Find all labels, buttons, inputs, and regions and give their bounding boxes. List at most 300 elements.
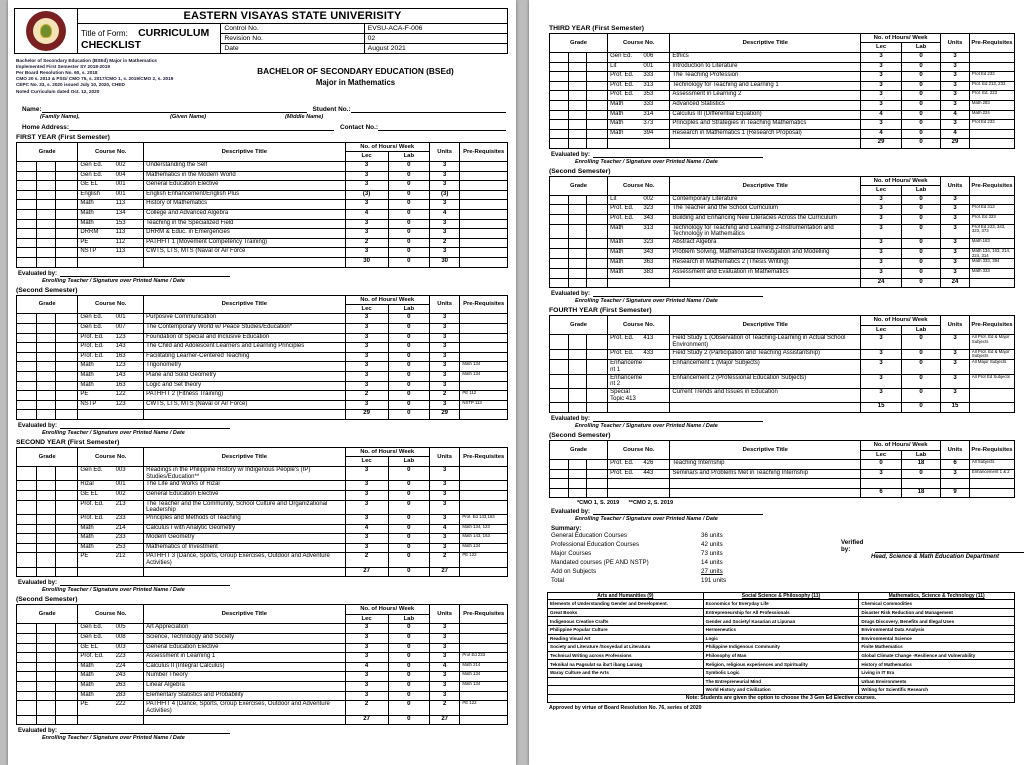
signature-hint: Enrolling Teacher / Signature over Printed Name / Date — [575, 298, 718, 305]
grade-cell — [36, 515, 56, 525]
lab-hours: 0 — [902, 129, 941, 139]
lab-hours: 0 — [902, 81, 941, 91]
lab-hours: 0 — [388, 400, 429, 410]
course-subject: Prof. Ed. — [610, 349, 634, 356]
prerequisites-header: Pre-Requisites — [969, 316, 1014, 335]
note-line: Bachelor of Secondary Education (BSEd) Major in Mathematics — [16, 58, 157, 63]
course-row — [550, 62, 1015, 72]
total-units: 29 — [941, 139, 970, 149]
course-code — [78, 372, 144, 382]
lab-hours: 0 — [902, 259, 941, 269]
course-code — [608, 349, 670, 360]
grade-cell — [17, 400, 37, 410]
lab-hours: 0 — [388, 324, 429, 334]
lab-header: Lab — [388, 457, 429, 466]
course-row — [550, 91, 1015, 101]
grade-cell — [587, 129, 608, 139]
lec-hours: 4 — [861, 129, 902, 139]
course-subject: Prof. Ed. — [610, 81, 634, 88]
course-title: Technology for Teaching and Learning 2-Instrumentation and Technology in Mathematics — [670, 224, 861, 238]
course-row — [17, 372, 508, 382]
total-units: 29 — [429, 410, 459, 420]
family-name-hint: (Family Name), — [40, 114, 80, 120]
course-table — [16, 447, 508, 577]
contact-no-field — [378, 123, 506, 131]
course-code — [78, 200, 144, 210]
evaluated-by-block — [551, 415, 1015, 429]
electives-row — [548, 626, 1015, 635]
grade-cell — [568, 205, 587, 215]
grade-cell — [550, 479, 569, 489]
course-row — [550, 460, 1015, 470]
grade-cell — [17, 190, 37, 200]
electives-row — [548, 677, 1015, 686]
grade-cell — [587, 239, 608, 249]
course-code — [78, 634, 144, 644]
grade-cell — [17, 672, 37, 682]
grade-cell — [568, 335, 587, 349]
course-row — [17, 190, 508, 200]
course-title: CWTS, LTS, MTS (Naval or Air Force — [144, 248, 345, 258]
course-subject: Gen Ed. — [80, 171, 103, 178]
grade-cell — [36, 352, 56, 362]
course-number: 001 — [115, 314, 126, 321]
grade-cell — [56, 229, 78, 239]
course-number: 213 — [115, 500, 126, 507]
signature-line — [60, 727, 230, 734]
grade-cell — [36, 219, 56, 229]
evaluated-by-block — [18, 270, 508, 284]
course-number: 243 — [115, 672, 126, 679]
signature-line — [593, 151, 763, 158]
grade-cell — [550, 72, 569, 82]
lec-hours: 3 — [345, 643, 388, 653]
note-line: Implemented First Semester SY 2018-2019 — [16, 64, 110, 70]
lab-hours: 0 — [388, 190, 429, 200]
units-header: Units — [941, 441, 970, 460]
signature-line — [593, 508, 763, 515]
lab-hours: 0 — [388, 662, 429, 672]
units-value: 3 — [429, 381, 459, 391]
course-title: Mathematics in the Modern World — [144, 171, 345, 181]
prerequisites: Math 224 — [969, 110, 1014, 120]
course-code — [78, 681, 144, 691]
units-value: 3 — [941, 239, 970, 249]
course-title — [670, 403, 861, 413]
lab-header: Lab — [388, 152, 429, 161]
summary-row-label: Mandated courses (PE AND NSTP) — [551, 559, 649, 567]
electives-cell: The Entrepreneurial Mind — [703, 677, 859, 686]
course-title: General Education Elective — [144, 491, 345, 501]
course-row — [17, 515, 508, 525]
grade-cell — [36, 524, 56, 534]
grade-cell — [36, 343, 56, 353]
electives-cell: Urban Environments — [859, 677, 1015, 686]
lab-hours: 0 — [388, 209, 429, 219]
grade-cell — [587, 120, 608, 130]
course-number: 333 — [643, 100, 654, 107]
grade-cell — [36, 257, 56, 267]
course-title: Contemporary Literature — [670, 195, 861, 205]
units-value: 3 — [941, 268, 970, 278]
evaluated-by-block — [18, 579, 508, 593]
units-value: 3 — [429, 161, 459, 171]
grade-cell — [56, 481, 78, 491]
course-no-header: Course No. — [78, 448, 144, 467]
prerequisites: Math 333, 394 — [969, 259, 1014, 269]
units-value: 3 — [429, 643, 459, 653]
units-value: 4 — [941, 110, 970, 120]
units-value: 3 — [941, 248, 970, 259]
grade-cell — [56, 643, 78, 653]
course-title: General Education Elective — [144, 643, 345, 653]
course-code — [608, 479, 670, 489]
grade-cell — [56, 333, 78, 343]
units-value: 3 — [429, 672, 459, 682]
grade-cell — [568, 389, 587, 403]
course-row — [550, 100, 1015, 110]
course-title — [144, 410, 345, 420]
total-lab: 18 — [902, 488, 941, 498]
prerequisites — [460, 161, 508, 171]
grade-cell — [56, 314, 78, 324]
grade-cell — [56, 410, 78, 420]
course-table — [549, 176, 1015, 288]
course-title: Calculus I with Analytic Geometry — [144, 524, 345, 534]
units-value: 3 — [429, 466, 459, 480]
middle-name-hint: (Middle Name) — [285, 114, 324, 120]
grade-cell — [17, 324, 37, 334]
grade-cell — [550, 139, 569, 149]
course-code — [78, 314, 144, 324]
course-number: 123 — [115, 333, 126, 340]
lec-hours: 3 — [345, 500, 388, 514]
course-number: 343 — [643, 248, 654, 255]
course-row — [17, 238, 508, 248]
course-title: PATHFIT 4 (Dance, Sports, Group Exercises, Outdoor and Adventure Activities) — [144, 701, 345, 715]
units-value: 4 — [429, 209, 459, 219]
lec-hours: 3 — [345, 219, 388, 229]
electives-cell: Environmental Science — [859, 634, 1015, 643]
units-value: 3 — [429, 500, 459, 514]
course-code — [78, 238, 144, 248]
units-value: 2 — [429, 391, 459, 401]
lab-hours: 0 — [388, 161, 429, 171]
lec-header: Lec — [861, 186, 902, 195]
lab-hours: 0 — [902, 215, 941, 225]
lab-hours: 0 — [902, 389, 941, 403]
grade-cell — [36, 190, 56, 200]
evaluated-by-label: Evaluated by: — [551, 416, 591, 423]
course-number: 001 — [115, 181, 126, 188]
lab-hours: 18 — [902, 460, 941, 470]
prerequisites — [969, 278, 1014, 288]
hours-per-week-header: No. of Hours/ Week — [345, 448, 429, 457]
course-subject: Math — [80, 200, 94, 207]
prerequisites: All Major Subjects — [969, 360, 1014, 374]
prerequisites: Math 214 — [460, 662, 508, 672]
units-value: (3) — [429, 190, 459, 200]
signature-line — [60, 270, 230, 277]
course-code — [78, 209, 144, 219]
grade-cell — [568, 268, 587, 278]
electives-cell: Philippine Popular Culture — [548, 626, 704, 635]
course-title: Principles and Methods of Teaching — [144, 515, 345, 525]
units-header: Units — [941, 316, 970, 335]
lab-hours: 0 — [388, 634, 429, 644]
signature-line — [60, 579, 230, 586]
totals-row — [17, 410, 508, 420]
course-subject: NSTP — [80, 248, 97, 255]
grade-cell — [17, 362, 37, 372]
prerequisites: Prof Ed 223, 343, 323, 373 — [969, 224, 1014, 238]
summary-title: Summary: — [551, 525, 582, 533]
course-row — [17, 691, 508, 701]
units-value: 3 — [429, 372, 459, 382]
prerequisites: NSTP 113 — [460, 400, 508, 410]
grade-cell — [587, 91, 608, 101]
units-value: 3 — [429, 200, 459, 210]
section-label-third-year-2: (Second Semester) — [549, 167, 611, 175]
lab-hours: 0 — [902, 52, 941, 62]
lec-hours: 3 — [345, 534, 388, 544]
course-code — [608, 72, 670, 82]
course-code — [608, 120, 670, 130]
grade-cell — [550, 62, 569, 72]
course-code — [608, 239, 670, 249]
course-code — [78, 653, 144, 663]
totals-row — [550, 403, 1015, 413]
section-label-first-year-2: (Second Semester) — [16, 286, 78, 294]
grade-cell — [550, 259, 569, 269]
electives-cell: Logic — [703, 634, 859, 643]
grade-cell — [36, 238, 56, 248]
electives-cell: Drugs Discovery, Benefits and Illegal Uses — [859, 617, 1015, 626]
lab-hours: 0 — [388, 333, 429, 343]
grade-cell — [568, 139, 587, 149]
electives-cell: Finite Mathematics — [859, 643, 1015, 652]
lec-hours: 3 — [345, 634, 388, 644]
units-value: 3 — [429, 491, 459, 501]
lab-hours: 0 — [388, 643, 429, 653]
descriptive-title-header: Descriptive Title — [670, 34, 861, 53]
course-subject: English — [80, 190, 101, 197]
prerequisites — [460, 229, 508, 239]
prerequisites — [969, 52, 1014, 62]
grade-cell — [56, 715, 78, 725]
grade-cell — [17, 391, 37, 401]
prerequisites: Math 134 — [460, 543, 508, 553]
grade-cell — [56, 161, 78, 171]
course-no-header: Course No. — [608, 176, 670, 195]
course-subject: Math — [610, 129, 624, 136]
grade-cell — [36, 372, 56, 382]
hours-per-week-header: No. of Hours/ Week — [861, 176, 941, 185]
electives-column-header: Arts and Humanities (9) — [548, 593, 704, 600]
grade-cell — [568, 248, 587, 259]
course-row — [17, 229, 508, 239]
grade-cell — [550, 403, 569, 413]
electives-cell: Living in IT Era — [859, 669, 1015, 678]
evaluated-by-block — [551, 508, 1015, 522]
course-code — [78, 491, 144, 501]
lab-header: Lab — [902, 325, 941, 334]
lec-hours: 3 — [861, 360, 902, 374]
course-number: 363 — [643, 259, 654, 266]
summary-row-value: 27 units — [701, 568, 723, 576]
units-value: 3 — [429, 219, 459, 229]
course-subject: Math — [80, 534, 94, 541]
grade-cell — [56, 524, 78, 534]
evaluated-by-label: Evaluated by: — [18, 580, 58, 587]
grade-cell — [587, 81, 608, 91]
lec-header: Lec — [861, 325, 902, 334]
course-subject: Lit — [610, 62, 617, 69]
course-number: 313 — [643, 81, 654, 88]
course-title: Problem Solving, Mathematical Investigation and Modelling — [670, 248, 861, 259]
lec-hours: 2 — [345, 238, 388, 248]
lab-hours: 0 — [388, 681, 429, 691]
course-number: 122 — [115, 391, 126, 398]
grade-cell — [17, 161, 37, 171]
electives-cell: Entrepreneurship for All Professionals — [703, 608, 859, 617]
grade-cell — [550, 120, 569, 130]
units-value: 3 — [941, 360, 970, 374]
course-title: Mathematics of Investment — [144, 543, 345, 553]
course-subject: Prof. Ed. — [80, 333, 104, 340]
grade-cell — [587, 360, 608, 374]
prerequisites — [969, 139, 1014, 149]
descriptive-title-header: Descriptive Title — [670, 316, 861, 335]
grade-cell — [550, 469, 569, 479]
course-code — [608, 488, 670, 498]
lab-hours: 0 — [388, 543, 429, 553]
grade-cell — [568, 52, 587, 62]
course-no-header: Course No. — [78, 605, 144, 624]
lab-hours: 0 — [388, 171, 429, 181]
grade-cell — [17, 248, 37, 258]
grade-cell — [550, 268, 569, 278]
course-subject: Gen Ed. — [80, 314, 103, 321]
course-subject: Prof. Ed. — [610, 72, 634, 79]
name-label: Name: — [22, 106, 42, 113]
course-title: Enhancement 2 (Professional Education Subjects) — [670, 374, 861, 388]
summary-row-value: 191 units — [701, 577, 727, 585]
grade-cell — [17, 381, 37, 391]
grade-cell — [56, 248, 78, 258]
grade-cell — [17, 257, 37, 267]
lec-hours: 3 — [345, 515, 388, 525]
date-value: August 2021 — [364, 44, 507, 54]
grade-cell — [56, 219, 78, 229]
grade-cell — [550, 335, 569, 349]
electives-cell: World History and Civilization — [703, 686, 859, 695]
home-address-field — [69, 123, 334, 131]
lab-hours: 0 — [388, 524, 429, 534]
grade-cell — [56, 681, 78, 691]
course-row — [17, 634, 508, 644]
course-row — [17, 481, 508, 491]
course-number: 314 — [643, 110, 654, 117]
hours-per-week-header: No. of Hours/ Week — [861, 441, 941, 450]
grade-cell — [36, 643, 56, 653]
total-units: 9 — [941, 488, 970, 498]
grade-cell — [587, 195, 608, 205]
prerequisites-header: Pre-Requisites — [969, 176, 1014, 195]
course-title — [144, 715, 345, 725]
grade-cell — [587, 335, 608, 349]
grade-cell — [17, 567, 37, 577]
prerequisites: Prof. Ed 323 — [969, 215, 1014, 225]
units-value: 3 — [429, 248, 459, 258]
lec-hours: 3 — [345, 372, 388, 382]
lab-hours: 0 — [902, 120, 941, 130]
signature-hint: Enrolling Teacher / Signature over Printed Name / Date — [42, 277, 185, 284]
prerequisites — [460, 343, 508, 353]
prerequisites — [460, 333, 508, 343]
grade-header: Grade — [17, 295, 78, 314]
grade-cell — [36, 229, 56, 239]
lec-hours: 3 — [345, 314, 388, 324]
prerequisites-header: Pre-Requisites — [460, 605, 508, 624]
grade-cell — [550, 52, 569, 62]
course-title: DRRM & Educ. in Emergencies — [144, 229, 345, 239]
evaluated-by-label: Evaluated by: — [18, 270, 58, 277]
prerequisites — [969, 479, 1014, 489]
course-title: Advanced Statistics — [670, 100, 861, 110]
electives-row — [548, 669, 1015, 678]
program-name: BACHELOR OF SECONDARY EDUCATION (BSEd) — [257, 66, 454, 76]
section-label-fourth-year-1: FOURTH YEAR (First Semester) — [549, 307, 652, 315]
electives-cell: Philippine Indigenous Community — [703, 643, 859, 652]
prerequisites: Math 134 — [460, 362, 508, 372]
summary-row-value: 36 units — [701, 532, 723, 540]
grade-cell — [36, 171, 56, 181]
grade-cell — [36, 634, 56, 644]
course-subject: Math — [80, 662, 94, 669]
grade-cell — [550, 278, 569, 288]
units-value: 3 — [429, 314, 459, 324]
electives-row — [548, 600, 1015, 609]
course-row — [17, 701, 508, 715]
course-no-header: Course No. — [608, 34, 670, 53]
grade-cell — [56, 543, 78, 553]
prerequisites — [460, 219, 508, 229]
grade-cell — [36, 391, 56, 401]
grade-cell — [56, 567, 78, 577]
prerequisites: Prof Ed 233 — [969, 72, 1014, 82]
electives-column-header: Social Science & Philosophy (11) — [703, 593, 859, 600]
units-value: 6 — [941, 460, 970, 470]
lec-hours: 3 — [345, 343, 388, 353]
units-value: 3 — [941, 195, 970, 205]
course-subject: Math — [80, 362, 94, 369]
lec-hours: 3 — [861, 389, 902, 403]
course-title: General Education Elective — [144, 181, 345, 191]
fourth-year-first-sem-table — [549, 315, 1015, 413]
units-value: 3 — [941, 100, 970, 110]
course-code — [608, 91, 670, 101]
descriptive-title-header: Descriptive Title — [144, 143, 345, 162]
course-row — [550, 205, 1015, 215]
lab-hours: 0 — [902, 110, 941, 120]
course-row — [550, 195, 1015, 205]
course-title: Science, Technology and Society — [144, 634, 345, 644]
grade-cell — [550, 110, 569, 120]
electives-cell: Chemical Commodities — [859, 600, 1015, 609]
course-row — [17, 681, 508, 691]
course-code — [78, 410, 144, 420]
